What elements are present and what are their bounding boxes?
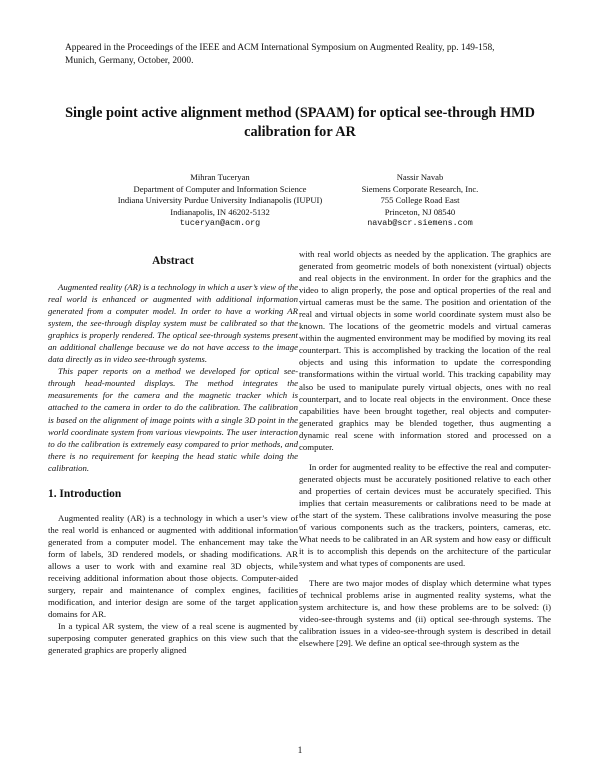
author-university: Indiana University Purdue University Indianapolis (IUPUI) bbox=[117, 195, 323, 206]
introduction-heading: 1. Introduction bbox=[48, 487, 122, 500]
author-email: tuceryan@acm.org bbox=[179, 218, 261, 229]
abstract-paragraph-2: This paper reports on a method we developed for optical see-through head-mounted displays. The method integrates the measurements for the camera and the magnetic tracker which is attached to the camera in order to do the calibration. The calibration is based on the alignment of image points with a single 3D point in the world coordinate system from various viewpoints. The user interaction to do the calibration is extremely easy compared to prior methods, and there is no requirement for keeping the head static while doing the calibration. bbox=[48, 366, 298, 473]
author-city: Indianapolis, IN 46202-5132 bbox=[170, 206, 270, 217]
author-affiliation: Siemens Corporate Research, Inc. bbox=[361, 183, 479, 194]
author-email: navab@scr.siemens.com bbox=[367, 218, 473, 229]
body-paragraph-3: There are two major modes of display which determine what types of technical problems arise in augmented reality systems, what the system architecture is, and how these problems are to be solved: (i) video-see-through systems and (ii) optical see-through systems. The calibration issues in a video-see-through system is described in detail elsewhere [29]. We define an optical see-through system as the bbox=[299, 578, 551, 649]
abstract-heading: Abstract bbox=[152, 255, 194, 267]
author-department: Department of Computer and Information Science bbox=[133, 183, 307, 194]
abstract-paragraph-1: Augmented reality (AR) is a technology in which a user’s view of the real world is enhanced or augmented with additional information generated from a computer model. In order to have a working AR system, the see-through display system must be calibrated so that the graphics is properly rendered. The optical see-through systems present an additional challenge because we do not have access to the image data directly as in video see-through systems. bbox=[48, 282, 298, 365]
paper-title bbox=[40, 104, 560, 142]
author-street: 755 College Road East bbox=[380, 195, 460, 206]
title-line-2: calibration for AR bbox=[244, 124, 356, 140]
venue-line-2: Munich, Germany, October, 2000. bbox=[65, 56, 194, 66]
author-block-2 bbox=[330, 172, 510, 230]
body-paragraph-2: In order for augmented reality to be effective the real and computer-generated objects must be accurately positioned relative to each other and properties of certain devices must be accurately specified. This implies that certain measurements or calibrations need to be made at the start of the system. These calibrations involve measuring the pose of various components such as the trackers, pointers, cameras, etc. What needs to be calibrated in an AR system and how easy or difficult it is to accomplish this depends on the architecture of the particular system and what types of components are used. bbox=[299, 461, 551, 569]
author-name: Nassir Navab bbox=[396, 172, 444, 182]
venue-line-1: Appeared in the Proceedings of the IEEE and ACM International Symposium on Augmented Reality, pp. 149-158, bbox=[65, 43, 495, 53]
page-number: 1 bbox=[297, 746, 303, 756]
author-city: Princeton, NJ 08540 bbox=[384, 206, 456, 217]
venue-note bbox=[65, 42, 545, 68]
body-paragraph-1: with real world objects as needed by the application. The graphics are generated from geometric models of both nonexistent (virtual) objects and real objects in the environment. In order for the graphics and the video to align properly, the pose and optical properties of the real and virtual cameras must be the same. The position and orientation of the real and virtual objects in some world coordinate system must also be known. The locations of the geometric models and virtual cameras within the augmented environment may be modified by moving its real counterpart. This is accomplished by tracking the location of the real objects and using this information to update the corresponding transformations within the virtual world. This tracking capability may also be used to manipulate purely virtual objects, ones with no real counterpart, and to locate real objects in the environment. Once these capabilities have been brought together, real objects and computer-generated graphics may be blended together, thus augmenting a dynamic real scene with information stored and processed on a computer. bbox=[299, 249, 551, 452]
right-column bbox=[299, 248, 551, 650]
intro-paragraph-2: In a typical AR system, the view of a real scene is augmented by superposing computer generated graphics on this view such that the generated graphics are properly aligned bbox=[48, 621, 298, 656]
left-column bbox=[48, 254, 298, 656]
author-name: Mihran Tuceryan bbox=[190, 172, 250, 182]
author-block-1 bbox=[110, 172, 330, 230]
title-line-1: Single point active alignment method (SPAAM) for optical see-through HMD bbox=[65, 105, 535, 121]
intro-paragraph-1: Augmented reality (AR) is a technology in which a user’s view of the real world is enhanced or augmented with additional information generated from a computer model. The enhancement may take the form of labels, 3D rendered models, or shading modifications. AR allows a user to work with and examine real 3D objects, while receiving additional information about those objects. Computer-aided surgery, repair and maintenance of complex engines, facilities modification, and interior design are some of the target application domains for AR. bbox=[48, 512, 298, 620]
